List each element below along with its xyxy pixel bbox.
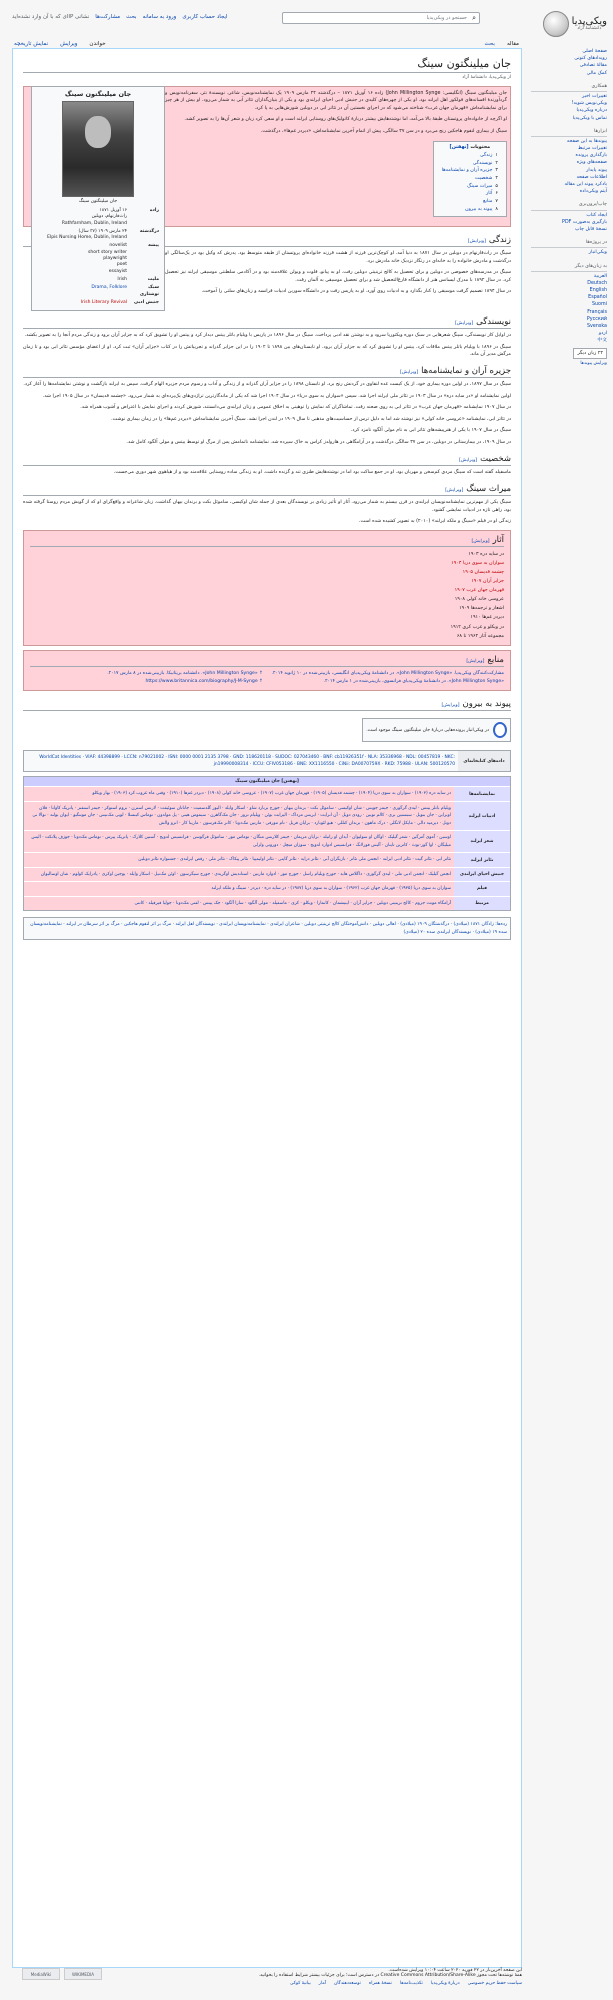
lead-paragraph: او اگرچه از خانواده‌ای پروتستان طبقهٔ بالا می‌آمد، اما نوشته‌هایش بیشتر دربارهٔ کاتولیک‌های روستایی ایرلند است و او سعی کرد زبان و شعر آن‌ها را به تصویر کشد. [184, 117, 507, 123]
contributions-link[interactable]: مشارکت‌ها [95, 14, 121, 20]
infobox-key: سبک نوشتاری [139, 285, 159, 297]
work-item: در سایه دره ۱۹۰۳ [468, 551, 504, 557]
sidebar-item-random[interactable]: مقالهٔ تصادفی [579, 63, 607, 69]
lang-link[interactable]: Deutsch [587, 280, 607, 286]
sidebar-item-create-book[interactable]: ایجاد کتاب [586, 212, 607, 218]
lang-link[interactable]: اردو [598, 331, 607, 337]
paragraph: در تئاتر ابی، نمایشنامه «عروسی خانه کولی» نیز نوشته شد اما به دلیل ترس از حساسیت‌های مذهبی تا سال ۱۹۰۹ در لندن اجرا نشد. سینگ آخرین نمایشنامه‌اش «دیردر غم‌ها» را در زمان بیماری نوشت. [111, 416, 511, 422]
section-heading: پیوند به بیرون[ویرایش] [23, 699, 511, 711]
navbox-row [24, 786, 510, 800]
work-item: در ویکلو و غرب کری ۱۹۱۲ [450, 624, 504, 630]
sidebar-heading-projects: در پروژه‌ها [531, 239, 607, 248]
references-section [23, 650, 511, 692]
footer-link-about[interactable]: دربارهٔ ویکی‌پدیا [430, 1981, 460, 1986]
footer-link-disclaimers[interactable]: تکذیب‌نامه‌ها [399, 1981, 423, 1986]
page-title: جان میلینگتون سینگ [23, 57, 511, 73]
navbox-row [24, 801, 510, 830]
work-item: مجموعه آثار ۱۹۶۲ تا ۶۸ [456, 633, 504, 639]
section-heading: آثار[ویرایش] [30, 535, 504, 547]
sidebar-item-upload[interactable]: بارگذاری پرونده [575, 153, 607, 159]
edit-section-link[interactable]: [ویرایش] [471, 538, 490, 544]
paragraph: در اوایل کار نویسندگی، سینگ شعرهایی در سبک دوره ویکتوریا سرود و به نوشتن نقد ادبی پرداخت. سینگ در سال ۱۸۹۶ در پاریس با ویلیام باتلر ییتس دیدار کرد و ییتس او را تشویق کرد که به جزایر آران برود و زندگی مردم آنجا را به تصویر بکشد. [24, 333, 511, 339]
lang-link[interactable]: Suomi [591, 302, 607, 308]
talk-link[interactable]: بحث [126, 14, 137, 20]
footer-link-cookies[interactable]: بیانیهٔ کوکی [289, 1981, 311, 1986]
paragraph: اولین نمایشنامه او «در سایه دره» در سال ۱۹۰۳ در تئاتر ملی ایرلند اجرا شد. سپس «سواران به سوی دریا» در سال ۱۹۰۴ اجرا شد که یکی از ماندگارترین تراژدی‌های یک‌پرده‌ای به شمار می‌رود. «چشمه قدیسان» در سال ۱۹۰۵ اجرا شد. [42, 393, 511, 399]
infobox-key: درگذشته [139, 228, 159, 234]
lang-link[interactable]: Svenska [586, 324, 607, 329]
work-item: دیردر غم‌ها ۱۹۱۰ [470, 615, 504, 621]
edit-section-link[interactable]: [ویرایش] [441, 703, 460, 709]
authority-ids[interactable]: WorldCat Identities · VIAF: 44398899 · LCCN: n79021002 · ISNI: 0000 0001 2135 3798 · GND: 118620118 · SUDOC: 027043460 · BNF: cb11926351f · NLA: 35336968 · NDL: 00457819 · NKC: jn19990008314 · ICCU: CFIV053186 · BNE: XX1116550 · CiNii: DA0070759X · RKD: 75988 · ULAN: 500120570 [39, 755, 455, 768]
sidebar-item-related-changes[interactable]: تغییرات مرتبط [577, 146, 607, 152]
lang-link[interactable]: Français [587, 309, 607, 315]
paragraph: در سال ۱۹۰۹، در بیمارستانی در دوبلین، در سن ۳۷ سالگی درگذشت و در آرامگاهی در هارولدز کراس به خاک سپرده شد. نمایشنامه ناتمامش پس از مرگ او توسط ییتس و مولی آلگود کامل شد. [126, 439, 511, 445]
sidebar-heading-languages: به زبان‌های دیگر [531, 263, 607, 272]
license-text: همهٔ نوشته‌ها تحت مجوز Creative Commons Attribution/Share-Alike در دسترس است؛ برای جزئیات بیشتر شرایط استفاده را بخوانید. [258, 1973, 522, 1978]
edit-section-link[interactable]: [ویرایش] [467, 239, 486, 245]
create-account-link[interactable]: ایجاد حساب کاربری [182, 14, 228, 20]
navbox [23, 776, 511, 911]
lead-paragraph: سینگ از بیماری لنفوم هاجکین رنج می‌برد و در سن ۳۷ سالگی، پیش از اتمام آخرین نمایشنامه‌اش، «دیردر غم‌ها»، درگذشت. [260, 128, 507, 134]
category-links[interactable]: رده‌ها: زادگان ۱۸۷۱ (میلادی) · درگذشتگان ۱۹۰۹ (میلادی) · اهالی دوبلین · دانش‌آموختگان کالج ترینیتی دوبلین · شاعران ایرلندی · نمایشنامه‌نویسان ایرلندی · نویسندگان اهل ایرلند · مرگ بر اثر لنفوم هاجکین · مرگ بر اثر سرطان در ایرلند · نمایشنامه‌نویسان سده ۱۹ (میلادی) · نویسندگان ایرلندی سده ۲۰ (میلادی) [23, 917, 511, 940]
last-modified: این صفحه آخرین‌بار در ۲۲ فوریه ۲۰۲۰ ساعت ۱۰:۰۴ ویرایش شده‌است. [388, 1968, 522, 1973]
reference-item[interactable]: «John Millington Synge». در دانشنامهٔ ویکی‌پدیای فرانسوی، بازبینی‌شده در ۱ مارس ۲۰۱۴. [323, 679, 504, 684]
navbox-row [24, 881, 510, 895]
toc-item[interactable]: ۸پیوند به بیرون [465, 206, 498, 212]
section-heading: جزیره آران و نمایشنامه‌ها[ویرایش] [23, 366, 511, 378]
lang-link[interactable]: Español [588, 295, 607, 301]
search-input[interactable]: جستجو در ویکی‌پدیا ⌕ [282, 12, 480, 24]
footer-link-developers[interactable]: توسعه‌دهندگان [334, 1981, 361, 1986]
footer-link-stats[interactable]: آمار [318, 1981, 326, 1986]
footer-link-mobile[interactable]: نسخهٔ همراه [368, 1981, 392, 1986]
tab-edit[interactable]: ویرایش [60, 41, 78, 47]
toc-item[interactable]: ۳جزیره آران و نمایشنامه‌ها [441, 168, 498, 174]
toc-item[interactable]: ۱زندگی [479, 153, 498, 159]
infobox-value: ۱۶ آوریل ۱۸۷۱ راث‌فارنهام، دوبلین Rathfarnham, Dublin, Ireland [61, 208, 127, 226]
commons-text: در ویکی‌انبار پرونده‌هایی دربارهٔ جان میلینگتون سینگ موجود است. [366, 727, 489, 733]
infobox-key: پیشه [148, 243, 159, 249]
navbox-list[interactable]: تئاتر ابی · تئاتر گیت · تئاتر ادبی ایرلند · انجمن ملی تئاتر · بازیگران آبی · تئاتر دراید · تئاتر گایتی · تئاتر اولیمپیا · تئاتر پیکاک · تئاتر ملی · رقص ایرلندی · جشنواره تئاتر دوبلین [24, 853, 454, 866]
navbox-group: تئاتر ایرلند [454, 853, 510, 866]
work-item: عروسی خانه کولی ۱۹۰۸ [454, 597, 504, 603]
puzzle-globe-icon [543, 11, 569, 37]
toc-toggle[interactable]: [نهفتن] [449, 145, 469, 151]
toc-item[interactable]: ۵میراث سینگ [467, 183, 498, 189]
navbox-list[interactable]: انجمن گیلیک · انجمن ادبی ملی · لیدی گرگوری · داگلاس هاید · جورج ویلیام راسل · جورج مور · ادوارد مارتین · استاندیش اوگریدی · جورج سیگرسون · اوئن مک‌نیل · اسکار وایلد · یوجین اوکری · پادرایک کولوم · شان اوسالیوان [24, 868, 454, 881]
authority-control [23, 750, 511, 772]
paragraph: سینگ یکی از مهم‌ترین نمایشنامه‌نویسان ایرلندی در قرن بیستم به شمار می‌رود. آثار او تأثیر زیادی بر نویسندگان بعدی از جمله شان اوکیسی، ساموئل بکت و برندان بیهان گذاشت. زبان شاعرانه و واقع‌گرای او که از گویش مردم روستا گرفته شده بود، راهی تازه در ادبیات نمایشی گشود. [23, 500, 511, 513]
lang-link[interactable]: Русский [586, 316, 607, 322]
edit-interlanguage-links[interactable]: ویرایش پیوندها [580, 360, 607, 366]
navbox-list[interactable]: اوسین · آموی آمرگین · شعر گیلیک · اوگان او سولیوان · آیدان او راتیله · برایان مریمان · جیمز کلارنس منگان · توماس مور · ساموئل فرگوسن · فرانسیس لدویج · آستین کلارک · پاتریک پیرس · توماس مک‌دونا · جوزف پلانکت · الیس میلیگان · اوا گور-بوث · کاترین تاینان · آلیس فورلانگ · فرانسیس ادوارد لدویج · سوزان میچل · دوروتی ولزلی [24, 831, 454, 852]
toc-item[interactable]: ۴شخصیت [474, 176, 498, 182]
infobox [31, 86, 165, 311]
sidebar-item-page-info[interactable]: اطلاعات صفحه [576, 174, 607, 180]
work-item[interactable]: سواران به سوی دریا ۱۹۰۴ [451, 560, 504, 566]
sidebar-item-recent-changes[interactable]: تغییرات اخیر [582, 93, 607, 99]
paragraph: سینگ در مدرسه‌های خصوصی در دوبلین و برای تحصیل به کالج ترینیتی دوبلین رفت. او به پیانو، فلوت و ویولن علاقه‌مند بود و در آکادمی سلطنتی موسیقی ایرلند نیز تحصیل کرد. در سال ۱۸۹۲ با مدرک لیسانس هنر از دانشگاه فارغ‌التحصیل شد و برای تحصیل موسیقی به آلمان رفت. [165, 270, 511, 283]
navbox-row [24, 830, 510, 852]
section-heading: زندگی[ویرایش] [23, 235, 511, 247]
work-item[interactable]: چشمه قدیسان ۱۹۰۵ [462, 569, 504, 575]
footer-link-privacy[interactable]: سیاست حفظ حریم خصوصی [467, 1981, 522, 1986]
navbox-group: ادبیات ایرلند [454, 802, 510, 830]
more-languages-button[interactable]: ۲۴ زبان دیگر [573, 348, 607, 359]
authority-label: داده‌های کتابخانه‌ای [458, 751, 510, 771]
paragraph: ماسفیلد گفته است که سینگ مردی کم‌سخن و مهربان بود. او در جمع ساکت بود اما در نوشته‌هایش طنزی تند و گزنده داشت. او به زندگی ساده روستایی علاقه‌مند بود و از هیاهوی شهر دوری می‌جست. [113, 469, 511, 475]
navbox-row [24, 867, 510, 881]
sidebar [531, 46, 613, 367]
works-section [23, 530, 511, 646]
lang-link[interactable]: English [589, 288, 607, 294]
reference-item[interactable]: مشارکت‌کنندگان ویکی‌پدیا. «John Millington Synge». در دانشنامهٔ ویکی‌پدیای انگلیسی، بازبینی‌شده در ۱۰ ژانویه ۲۰۱۴. [271, 670, 504, 676]
wikipedia-logo[interactable] [537, 4, 607, 44]
toc-item[interactable]: ۲نویسندگی [472, 160, 498, 166]
tab-article[interactable]: مقاله [506, 41, 519, 47]
work-item: اشعار و ترجمه‌ها ۱۹۰۹ [459, 606, 504, 612]
login-link[interactable]: ورود به سامانه [142, 14, 177, 20]
personal-tools [12, 14, 228, 20]
wordmark: ویکی‌پدیا دانشنامهٔ آزاد [571, 15, 607, 31]
infobox-key: جنبش ادبی [134, 299, 159, 305]
portrait-photo[interactable] [62, 101, 134, 197]
paragraph: سینگ در ۱۸۹۶ با ویلیام باتلر ییتس ملاقات کرد. ییتس او را تشویق کرد که به جزایر آران برود. او تابستان‌های بین ۱۸۹۸ تا ۱۹۰۲ را در این جزایر گذراند و تجربیاتش را در کتاب «جزایر آران» ثبت کرد. او از اعضای مؤسس تئاتر ابی بود و تا زمان مرگش مدیر آن ماند. [23, 344, 511, 357]
lead-paragraph: جان میلینگتون سینگ (انگلیسی: John Millington Synge) زاده ۱۶ آوریل ۱۸۷۱ – درگذشته ۲۴ مارس ۱۹۰۹ یک نمایشنامه‌نویس، شاعر، نویسندهٔ نثر، سفرنامه‌نویس و گردآورندهٔ افسانه‌های فولکور اهل ایرلند بود. او یکی از چهره‌های کلیدی در جنبش ادبی احیای ایرلندی بود و یکی از بنیان‌گذاران تئاتر آبی به شمار می‌رود. او بیش از هر چیز برای نمایشنامه‌اش «قهرمان جهان غرب» شناخته می‌شود که در اجرای نخستین آن در تئاتر ابی در دوبلین شورش‌هایی به پا کرد. [165, 91, 508, 111]
navbox-list[interactable]: در سایه دره (۱۹۰۳) · سواران به سوی دریا (۱۹۰۴) · چشمه قدیسان (۱۹۰۵) · قهرمان جهان غرب (۱۹۰۷) · عروسی خانه کولی (۱۹۰۸) · دیردر غم‌ها (۱۹۱۰) · وقتی ماه غروب کرد (۱۹۰۳) · بهار ویکلو [24, 787, 454, 800]
commons-box[interactable] [362, 718, 511, 742]
sidebar-item-about[interactable]: درباره ویکی‌پدیا [576, 108, 607, 114]
navbox-group: نمایشنامه‌ها [454, 787, 510, 800]
paragraph: سینگ در سال ۱۸۹۷، در اولین دوره بیماری خود، از یک کیست غده لنفاوی در گردنش رنج برد. او تابستان ۱۸۹۸ را در جزایر آران گذراند و از زندگی و آداب و رسوم مردم جزیره الهام گرفت. سپس به ایرلند بازگشت و نوشتن نمایشنامه‌ها را آغاز کرد. [23, 382, 511, 388]
tab-history[interactable]: نمایش تاریخچه [14, 41, 49, 47]
navbox-row [24, 852, 510, 866]
reference-item[interactable]: ↑ https://www.britannica.com/biography/J-M-Synge [145, 679, 263, 684]
edit-section-link[interactable]: [ویرایش] [459, 457, 478, 463]
navbox-list[interactable]: ویلیام باتلر ییتس · لیدی گرگوری · جیمز جویس · شان اوکیسی · ساموئل بکت · برندان بیهان · جورج برنارد شاو · اسکار وایلد · الیور گلدسمیت · جاناتان سوئیفت · لارنس استرن · بروم استوکر · جیمز استفنز · پاتریک کاوانا · فلان اوبراین · جان بنویل · سبستین بری · کالم توبین · رودی دویل · آن انرایت · ایریس مرداک · الیزابت بوئن · ویلیام ترور · جان مک‌گاهرن · سیموس هینی · پل مولدون · توماس کینسلا · لویی مک‌نیس · جان مونتگیو · ایوان بولند · نوالا نی دونل · دیرمید دالی · مایکل لانگلی · درک ماهون · برندان کنللی · هیو لئونارد · برایان فریل · تام مورفی · مارتین مک‌دونا · کانر مک‌فرسون · مارینا کار · انزو والش [24, 802, 454, 830]
sidebar-item-donate[interactable]: کمک مالی [586, 70, 607, 76]
section-heading: میراث سینگ[ویرایش] [23, 484, 511, 496]
toc-title: محتویات [470, 145, 491, 151]
tab-talk[interactable]: بحث [484, 41, 495, 47]
infobox-title: جان میلینگتون سینگ [64, 90, 132, 98]
sidebar-item-cite[interactable]: یادکرد پیوند این مقاله [564, 182, 607, 187]
search-icon[interactable]: ⌕ [472, 14, 476, 22]
infobox-caption: جان میلینگتون سینگ [78, 199, 118, 204]
sidebar-item-whatlinkshere[interactable]: پیوندها به این صفحه [566, 138, 607, 144]
navbox-group: مرتبط [454, 897, 510, 910]
sidebar-item-contact[interactable]: تماس با ویکی‌پدیا [572, 115, 607, 121]
infobox-value: Irish [117, 276, 127, 282]
section-heading: منابع[ویرایش] [30, 655, 504, 667]
sidebar-heading-interaction: همکاری [531, 83, 607, 92]
edit-section-link[interactable]: [ویرایش] [445, 488, 464, 494]
paragraph: سینگ در سال ۱۹۰۷ با یکی از هنرپیشه‌های تئاتر ابی به نام مولی آلگود نامزد کرد. [350, 428, 511, 434]
sidebar-item-permalink[interactable]: پیوند پایدار [586, 167, 607, 173]
anon-notice: نشانی IP‌ای که با آن وارد نشده‌اید [12, 14, 90, 20]
toc-item[interactable]: ۶آثار [485, 191, 498, 197]
tab-read[interactable]: خواندن [89, 41, 106, 47]
sidebar-heading-tools: ابزارها [531, 128, 607, 137]
paragraph: در سال ۱۸۹۴ تصمیم گرفت موسیقی را کنار بگذارد و به ادبیات روی آورد. او به پاریس رفت و در دانشگاه سوربن ادبیات فرانسه و زبان‌های سلتی را آموخت. [201, 289, 511, 295]
infobox-key: زاده [149, 208, 159, 213]
navbox-list[interactable]: آرامگاه مونت جروم · کالج ترینیتی دوبلین · جزایر آران · اینیشمان · کانمارا · ویکلو · کری · ماسفیلد · مولی آلگود · سارا آلگود · جک ییتس · لفتی مک‌دونا · جولیا فیرفیلد · کانتی [24, 897, 454, 910]
infobox-value[interactable]: Irish Literary Revival [80, 299, 127, 305]
infobox-key: ملیت [147, 276, 159, 282]
work-item[interactable]: جزایر آران ۱۹۰۷ [471, 578, 504, 584]
site-subtitle: از ویکی‌پدیا، دانشنامهٔ آزاد [462, 75, 511, 80]
infobox-table [35, 207, 161, 307]
paragraph: در سال ۱۹۰۷ نمایشنامه «قهرمان جهان غرب» در تئاتر ابی به روی صحنه رفت. تماشاگران که نمایش را توهینی به اخلاق عمومی و زنان ایرلندی می‌دانستند، شورش کردند و اجرای نمایش با اعتراض و آشوب همراه شد. [80, 405, 511, 411]
section-heading: شخصیت[ویرایش] [23, 454, 511, 466]
navbox-group: شعر ایرلند [454, 831, 510, 852]
navbox-list[interactable]: سواران به سوی دریا (۱۹۳۵) · قهرمان جهان غرب (۱۹۶۲) · سواران به سوی دریا (۱۹۸۷) · در سایه دره · دیردر · سینگ و ملکه ایرلند [24, 882, 454, 895]
sidebar-item-printable[interactable]: نسخهٔ قابل چاپ [575, 226, 607, 232]
navbox-group: فیلم [454, 882, 510, 895]
sidebar-item-current-events[interactable]: رویدادهای کنونی [574, 56, 607, 62]
sidebar-item-join[interactable]: ویکی‌نویس شوید! [571, 101, 607, 107]
sidebar-item-download-pdf[interactable]: بارگیری به‌صورت PDF [562, 219, 607, 225]
paragraph: سینگ در راث‌فارنهام در دوبلین در سال ۱۸۷۱ به دنیا آمد. او کوچک‌ترین فرزند از هشت فرزند خانواده‌ای پروتستان از طبقه متوسط بود. پدرش که وکیل بود در یک‌سالگی او درگذشت و مادرش خانواده را به خانه‌ای در رتگار نزدیک خانه مادرش برد. [165, 251, 511, 264]
reference-item[interactable]: ↑ «John Millington Synge». دانشنامه بریتانیکا. بازبینی‌شده در ۸ مارس ۲۰۱۷. [107, 670, 263, 676]
edit-section-link[interactable]: [ویرایش] [466, 658, 485, 664]
infobox-value: novelist short story writer playwright poet essayist [88, 243, 127, 274]
paragraph: زندگی او در فیلم «سینگ و ملکه ایرلند» (۲۰۱۰) به تصویر کشیده شده است. [358, 519, 511, 525]
work-item[interactable]: قهرمان جهان غرب ۱۹۰۷ [454, 588, 504, 594]
sidebar-item-special-pages[interactable]: صفحه‌های ویژه [576, 160, 607, 166]
edit-section-link[interactable]: [ویرایش] [400, 370, 419, 376]
mediawiki-badge[interactable]: MediaWiki [22, 1968, 60, 1980]
sidebar-item-main-page[interactable]: صفحهٔ اصلی [582, 49, 607, 54]
footer [22, 1968, 522, 1986]
sidebar-heading-print: چاپ/برون‌بری [531, 201, 607, 210]
edit-section-link[interactable]: [ویرایش] [455, 321, 474, 327]
section-heading: نویسندگی[ویرایش] [23, 317, 511, 329]
lang-link[interactable]: العربية [593, 273, 607, 279]
table-of-contents [433, 141, 507, 217]
content-area [12, 48, 522, 1968]
lang-link[interactable]: 中文 [597, 338, 607, 344]
commons-logo-icon [493, 722, 507, 738]
navbox-group: جنبش احیای ایرلندی [454, 868, 510, 881]
toc-item[interactable]: ۷منابع [483, 199, 498, 205]
sidebar-item-commons[interactable]: ویکی‌انبار [588, 250, 607, 256]
sidebar-item-wikidata[interactable]: آیتم ویکی‌داده [579, 189, 607, 195]
infobox-value: ۲۴ مارس ۱۹۰۹ (۳۷ سال) Elpis Nursing Home, Dublin, Ireland [47, 228, 127, 241]
infobox-value[interactable]: Drama, Folklore [91, 285, 127, 291]
wikimedia-badge[interactable]: WIKIMEDIA [64, 1968, 102, 1980]
navbox-title[interactable]: [نهفتن] جان میلینگتون سینگ [24, 777, 510, 786]
navbox-row [24, 896, 510, 910]
